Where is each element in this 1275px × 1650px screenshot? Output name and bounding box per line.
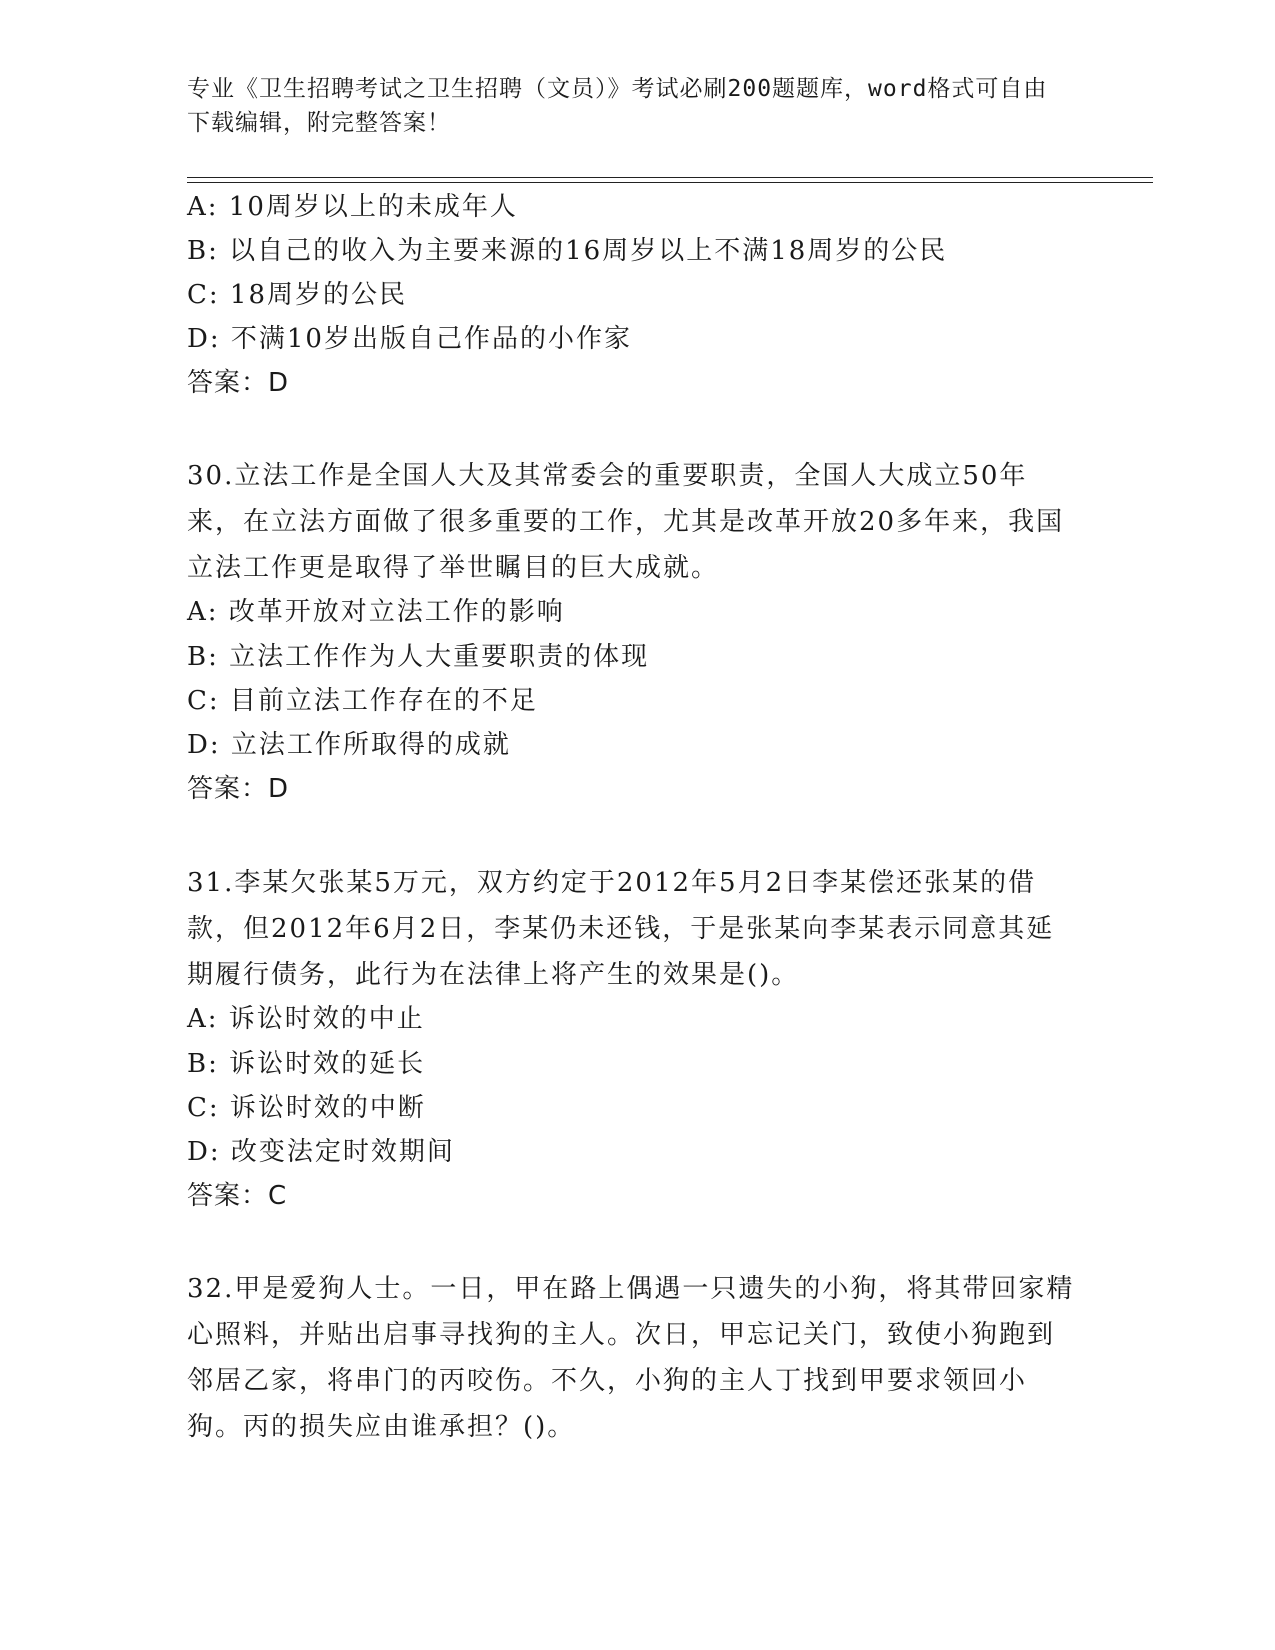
q31-option-b: B: 诉讼时效的延长	[187, 1049, 426, 1079]
q30-answer: 答案：D	[187, 774, 290, 804]
q29-option-c: C: 18周岁的公民	[187, 280, 408, 310]
q31-option-d: D: 改变法定时效期间	[187, 1137, 455, 1167]
q30-stem: 30.立法工作是全国人大及其常委会的重要职责，全国人大成立50年来，在立法方面做了很多重要的工作，尤其是改革开放20多年来，我国立法工作更是取得了举世瞩目的巨大成就。	[187, 461, 1065, 583]
q31-answer: 答案：C	[187, 1181, 288, 1211]
q30-option-d: D: 立法工作所取得的成就	[187, 730, 511, 760]
q29-option-a: A: 10周岁以上的未成年人	[187, 192, 518, 222]
header-divider-top	[187, 177, 1153, 178]
q29-option-b: B: 以自己的收入为主要来源的16周岁以上不满18周岁的公民	[187, 236, 948, 266]
q31-option-a: A: 诉讼时效的中止	[187, 1004, 425, 1034]
q31-option-c: C: 诉讼时效的中断	[187, 1093, 426, 1123]
q30-option-c: C: 目前立法工作存在的不足	[187, 686, 538, 716]
header-divider-bottom	[187, 182, 1153, 183]
q29-option-d: D: 不满10岁出版自己作品的小作家	[187, 324, 632, 354]
q31-stem: 31.李某欠张某5万元，双方约定于2012年5月2日李某偿还张某的借款，但2012年6月2日，李某仍未还钱，于是张某向李某表示同意其延期履行债务，此行为在法律上将产生的效果是()。	[187, 868, 1055, 990]
document-header: 专业《卫生招聘考试之卫生招聘（文员）》考试必刷200题题库，word格式可自由下载编辑，附完整答案！	[187, 76, 1048, 136]
q29-answer: 答案：D	[187, 368, 290, 398]
q30-option-a: A: 改革开放对立法工作的影响	[187, 597, 565, 627]
q32-stem: 32.甲是爱狗人士。一日，甲在路上偶遇一只遗失的小狗，将其带回家精心照料，并贴出启事寻找狗的主人。次日，甲忘记关门，致使小狗跑到邻居乙家，将串门的丙咬伤。不久，小狗的主人丁找到甲要求领回小狗。丙的损失应由谁承担？()。	[187, 1274, 1075, 1442]
q30-option-b: B: 立法工作作为人大重要职责的体现	[187, 642, 650, 672]
